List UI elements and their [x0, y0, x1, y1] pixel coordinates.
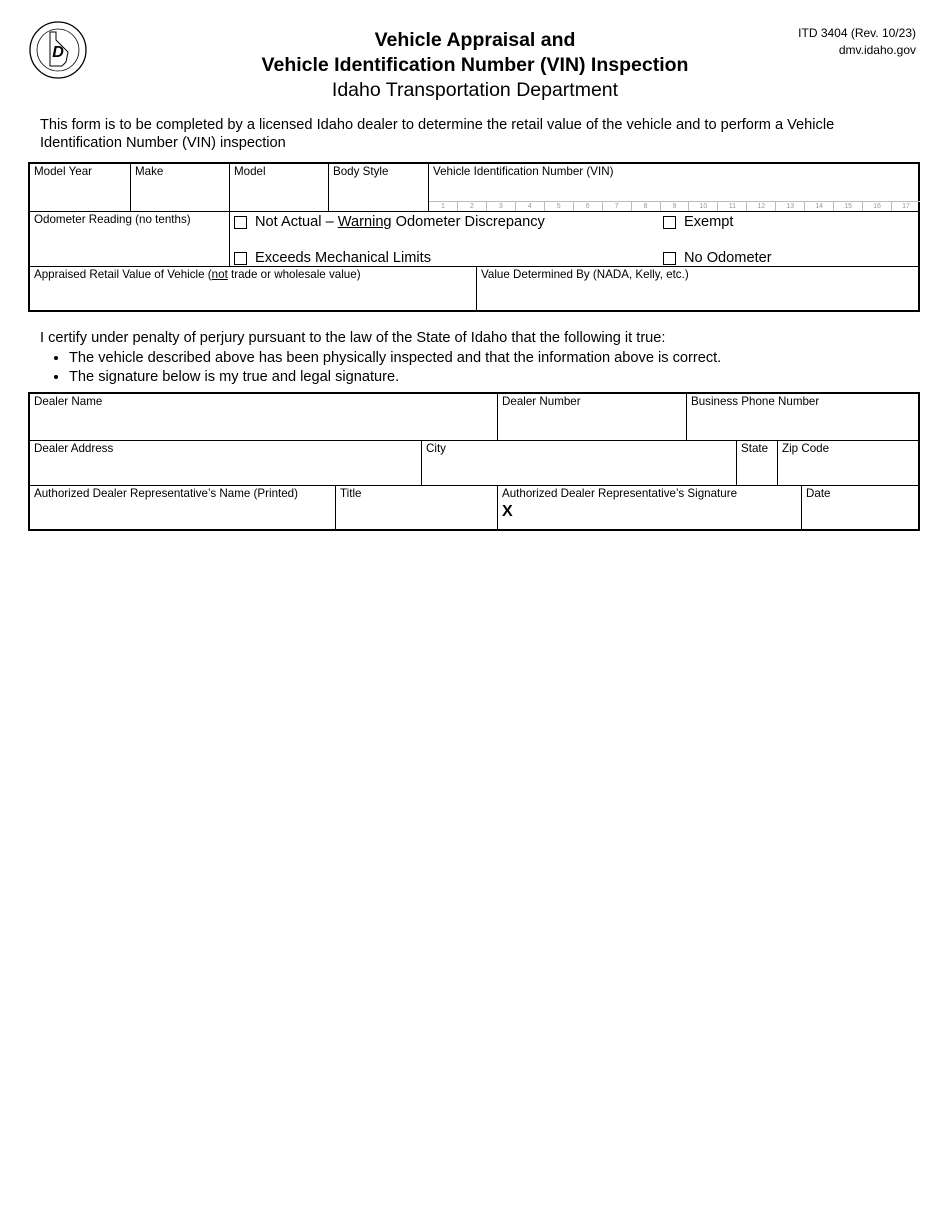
- date-label: Date: [806, 487, 831, 500]
- vin-char-box[interactable]: 16: [862, 202, 891, 211]
- dealer-name-label: Dealer Name: [34, 395, 103, 408]
- signature-x-mark: X: [502, 503, 513, 520]
- state-label: State: [741, 442, 769, 455]
- odometer-label: Odometer Reading (no tenths): [34, 213, 191, 226]
- not-actual-option[interactable]: [234, 213, 545, 231]
- form-id-block: [798, 25, 916, 59]
- make-field[interactable]: [130, 164, 229, 211]
- exceeds-limits-checkbox[interactable]: [234, 252, 247, 265]
- dealer-address-label: Dealer Address: [34, 442, 114, 455]
- vin-char-box[interactable]: 11: [717, 202, 746, 211]
- signature-label: Authorized Dealer Representative’s Signature: [502, 487, 738, 500]
- rep-name-field[interactable]: [30, 485, 335, 531]
- vin-char-box[interactable]: 4: [515, 202, 544, 211]
- city-label: City: [426, 442, 446, 455]
- city-field[interactable]: [421, 440, 736, 485]
- model-year-label: Model Year: [34, 165, 93, 178]
- website-link[interactable]: dmv.idaho.gov: [838, 43, 916, 57]
- not-actual-label: Not Actual – Warning Odometer Discrepancy: [255, 214, 545, 230]
- date-field[interactable]: [801, 485, 920, 531]
- itd-seal-logo: [28, 20, 88, 80]
- certification-statement: [40, 329, 920, 388]
- odometer-field[interactable]: [30, 211, 229, 266]
- exempt-option[interactable]: [663, 213, 733, 231]
- certification-bullet: • The vehicle described above has been physically inspected and that the information above is correct.: [69, 349, 920, 369]
- certification-list: [40, 349, 920, 388]
- dealer-address-field[interactable]: [30, 440, 421, 485]
- vin-char-box[interactable]: 10: [688, 202, 717, 211]
- model-label: Model: [234, 165, 266, 178]
- exempt-checkbox[interactable]: [663, 216, 676, 229]
- intro-text: This form is to be completed by a licensed Idaho dealer to determine the retail value of the vehicle and to perform a Vehicle Identification Number (VIN) inspection: [40, 117, 835, 151]
- vin-char-box[interactable]: 12: [746, 202, 775, 211]
- title-line-2: Vehicle Identification Number (VIN) Inspection: [261, 54, 689, 76]
- svg-text:D: D: [52, 44, 64, 61]
- title-line-1: Vehicle Appraisal and: [374, 29, 576, 51]
- signature-field[interactable]: [497, 485, 801, 531]
- appraised-value-label: Appraised Retail Value of Vehicle (not trade or wholesale value): [34, 268, 361, 281]
- vin-char-box[interactable]: 6: [573, 202, 602, 211]
- vin-char-box[interactable]: 8: [631, 202, 660, 211]
- certification-bullet: • The signature below is my true and legal signature.: [69, 368, 920, 388]
- make-label: Make: [135, 165, 164, 178]
- dealer-number-label: Dealer Number: [502, 395, 581, 408]
- vin-char-box[interactable]: 14: [804, 202, 833, 211]
- vin-char-box[interactable]: 9: [660, 202, 689, 211]
- vin-char-box[interactable]: 2: [457, 202, 486, 211]
- rep-name-label: Authorized Dealer Representative’s Name (Printed): [34, 487, 298, 500]
- business-phone-label: Business Phone Number: [691, 395, 820, 408]
- model-year-field[interactable]: [30, 164, 130, 211]
- value-determined-field[interactable]: [476, 266, 920, 312]
- vin-char-box[interactable]: 1: [441, 203, 445, 210]
- exempt-label: Exempt: [684, 214, 734, 230]
- form-number: ITD 3404 (Rev. 10/23): [798, 26, 916, 40]
- zip-code-field[interactable]: [777, 440, 920, 485]
- odometer-status-group: [229, 211, 920, 266]
- vin-char-box[interactable]: 15: [833, 202, 862, 211]
- dealer-name-field[interactable]: [30, 394, 497, 440]
- value-determined-label: Value Determined By (NADA, Kelly, etc.): [481, 268, 689, 281]
- vehicle-info-table: [28, 162, 920, 312]
- no-odometer-label: No Odometer: [684, 250, 772, 266]
- vin-character-boxes: [429, 201, 920, 211]
- dealer-number-field[interactable]: [497, 394, 686, 440]
- dealer-info-table: [28, 392, 920, 531]
- vin-char-box[interactable]: 3: [486, 202, 515, 211]
- no-odometer-checkbox[interactable]: [663, 252, 676, 265]
- exceeds-limits-label: Exceeds Mechanical Limits: [255, 250, 432, 266]
- business-phone-field[interactable]: [686, 394, 920, 440]
- title-label: Title: [340, 487, 362, 500]
- model-field[interactable]: [229, 164, 328, 211]
- vin-label: Vehicle Identification Number (VIN): [433, 165, 614, 178]
- vin-char-box[interactable]: 13: [775, 202, 804, 211]
- vin-char-box[interactable]: 5: [544, 202, 573, 211]
- not-actual-checkbox[interactable]: [234, 216, 247, 229]
- exceeds-limits-option[interactable]: [234, 249, 431, 267]
- zip-code-label: Zip Code: [782, 442, 830, 455]
- not-emphasis: not: [211, 268, 228, 281]
- appraised-value-field[interactable]: [30, 266, 476, 312]
- certification-text: I certify under penalty of perjury pursuant to the law of the State of Idaho that the following it true:: [40, 330, 666, 346]
- vin-char-box[interactable]: 7: [602, 202, 631, 211]
- body-style-label: Body Style: [333, 165, 389, 178]
- no-odometer-option[interactable]: [663, 249, 772, 267]
- title-field[interactable]: [335, 485, 497, 531]
- vin-char-box[interactable]: 17: [891, 202, 920, 211]
- warning-text: Warning: [337, 214, 392, 230]
- vin-field[interactable]: [428, 164, 920, 211]
- form-title: [150, 28, 800, 103]
- department-name: Idaho Transportation Department: [331, 79, 619, 101]
- state-field[interactable]: [736, 440, 777, 485]
- body-style-field[interactable]: [328, 164, 428, 211]
